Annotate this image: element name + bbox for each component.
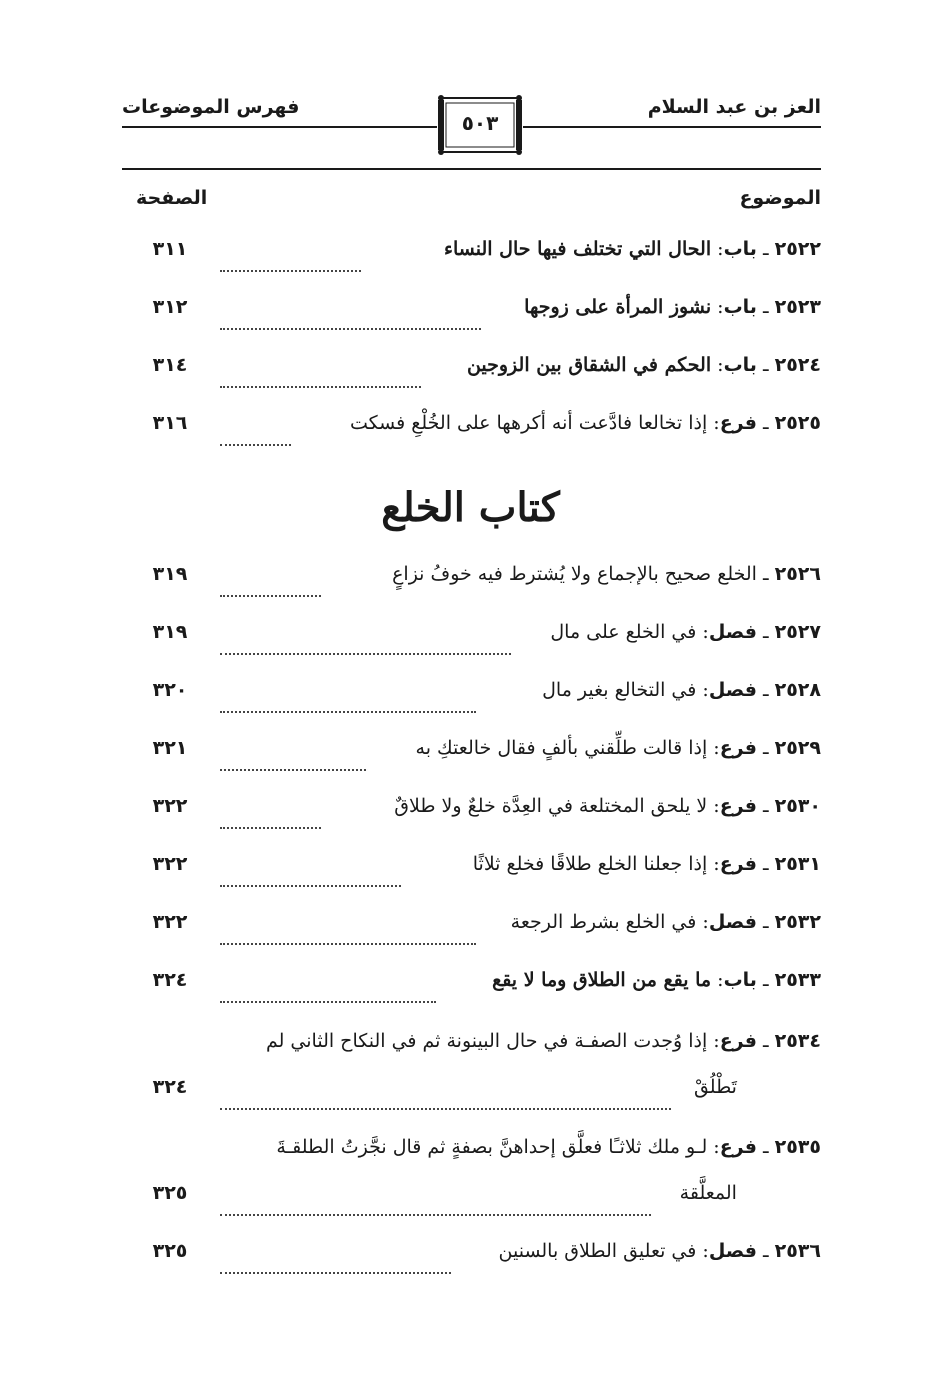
entry-kind: فرع [719, 737, 757, 759]
entry-number: ٢٥٢٦ [774, 563, 821, 585]
toc-entry-2534: ٢٥٣٤ ـ فرع: إذا وُجدت الصفـة في حال البينونة ثم في النكاح الثاني لم تَطْلُقْ ٣٢٤ [120, 1030, 821, 1110]
entry-title: الخلع صحيح بالإجماع ولا يُشترط فيه خوفُ نزاعٍ [392, 563, 757, 585]
entry-number: ٢٥٣٦ [774, 1240, 821, 1262]
toc-entry: ٢٥٣٢ ـ فصل: في الخلع بشرط الرجعة ٣٢٢ [120, 911, 821, 945]
entry-title: في الخلع على مال [550, 621, 697, 643]
toc-entry-2535: ٢٥٣٥ ـ فرع: لـو ملك ثلاثـًا فعلَّق إحداهنَّ بصفةٍ ثم قال نجَّزتُ الطلقـةَ المعلَّقة ٣٢٥ [120, 1136, 821, 1216]
running-head-author: العز بن عبد السلام [647, 96, 821, 118]
entry-page: ٣٢٤ [152, 1076, 188, 1098]
toc-entry: ٢٥٢٩ ـ فرع: إذا قالت طلِّقني بألفٍ فقال خالعتكِ به ٣٢١ [120, 737, 821, 771]
toc-entry: ٢٥٢٥ ـ فرع: إذا تخالعا فادَّعت أنه أكرهها على الخُلْعِ فسكت ٣١٦ [120, 412, 821, 446]
entry-title: الحال التي تختلف فيها حال النساء [444, 238, 712, 260]
entry-title-line1: إذا وُجدت الصفـة في حال البينونة ثم في النكاح الثاني لم [265, 1030, 708, 1052]
dot-leader [220, 643, 511, 655]
entry-number: ٢٥٢٤ [774, 354, 821, 376]
entry-kind: فرع [719, 1030, 757, 1052]
toc-entry: ٢٥٣٣ ـ باب: ما يقع من الطلاق وما لا يقع ٣٢٤ [120, 969, 821, 1003]
entry-page: ٣٢٠ [152, 679, 188, 701]
dot-leader [220, 817, 321, 829]
column-header-topic: الموضوع [739, 187, 821, 209]
entry-page: ٣٢١ [152, 737, 188, 759]
entry-kind: فرع [719, 1136, 757, 1158]
dot-leader [220, 585, 321, 597]
entry-kind: فصل [708, 1240, 757, 1262]
entry-number: ٢٥٢٩ [774, 737, 821, 759]
entry-number: ٢٥٣٣ [774, 969, 821, 991]
entry-page: ٣١٩ [152, 621, 188, 643]
entry-number: ٢٥٣٤ [774, 1030, 821, 1052]
entry-page: ٣٢٢ [152, 795, 188, 817]
page-number-frame [437, 94, 523, 156]
entry-title: في تعليق الطلاق بالسنين [498, 1240, 697, 1262]
toc-entry: ٢٥٣١ ـ فرع: إذا جعلنا الخلع طلاقًا فخلع ثلاثًا ٣٢٢ [120, 853, 821, 887]
dot-leader [220, 434, 291, 446]
toc-entry: ٢٥٢٢ ـ باب: الحال التي تختلف فيها حال النساء ٣١١ [120, 238, 821, 272]
entry-page: ٣١١ [152, 238, 188, 260]
entry-kind: فصل [708, 911, 757, 933]
entry-kind: فرع [719, 412, 757, 434]
entry-title: ما يقع من الطلاق وما لا يقع [492, 969, 712, 991]
column-header-page: الصفحة [136, 187, 208, 209]
dot-leader [220, 875, 401, 887]
entry-number: ٢٥٣٥ [774, 1136, 821, 1158]
dot-leader [220, 376, 421, 388]
entry-kind: باب [723, 969, 757, 991]
entry-number: ٢٥٣١ [774, 853, 821, 875]
entry-page: ٣٢٢ [152, 911, 188, 933]
entry-page: ٣٢٥ [152, 1240, 188, 1262]
entry-title: إذا تخالعا فادَّعت أنه أكرهها على الخُلْعِ فسكت [350, 412, 708, 434]
entry-title: إذا جعلنا الخلع طلاقًا فخلع ثلاثًا [472, 853, 708, 875]
toc-entry: ٢٥٣٠ ـ فرع: لا يلحق المختلعة في العِدَّة خلعٌ ولا طلاقٌ ٣٢٢ [120, 795, 821, 829]
dot-leader [220, 759, 366, 771]
entry-kind: فرع [719, 853, 757, 875]
toc-entry-2536: ٢٥٣٦ ـ فصل: في تعليق الطلاق بالسنين ٣٢٥ [120, 1240, 821, 1274]
toc-entry: ٢٥٢٤ ـ باب: الحكم في الشقاق بين الزوجين ٣١٤ [120, 354, 821, 388]
entry-title: في الخلع بشرط الرجعة [510, 911, 697, 933]
entry-kind: باب [723, 354, 757, 376]
entry-page: ٣١٢ [152, 296, 188, 318]
entry-number: ٢٥٢٥ [774, 412, 821, 434]
toc-entry: ٢٥٢٨ ـ فصل: في التخالع بغير مال ٣٢٠ [120, 679, 821, 713]
dot-leader [220, 260, 361, 272]
entry-kind: فرع [719, 795, 757, 817]
toc-entry: ٢٥٢٦ ـ الخلع صحيح بالإجماع ولا يُشترط فيه خوفُ نزاعٍ ٣١٩ [120, 563, 821, 597]
entry-number: ٢٥٢٨ [774, 679, 821, 701]
dot-leader [220, 318, 481, 330]
dot-leader [220, 933, 476, 945]
toc-entry: ٢٥٢٧ ـ فصل: في الخلع على مال ٣١٩ [120, 621, 821, 655]
entry-kind: فصل [708, 621, 757, 643]
header-rule-bottom [122, 168, 821, 170]
entry-title-line2: تَطْلُقْ [693, 1076, 737, 1098]
entry-number: ٢٥٣٠ [774, 795, 821, 817]
section-title: كتاب الخلع [381, 484, 560, 531]
toc-entry: ٢٥٢٣ ـ باب: نشوز المرأة على زوجها ٣١٢ [120, 296, 821, 330]
entry-page: ٣٢٥ [152, 1182, 188, 1204]
entry-title: الحكم في الشقاق بين الزوجين [466, 354, 712, 376]
entry-page: ٣١٤ [152, 354, 188, 376]
entry-title: إذا قالت طلِّقني بألفٍ فقال خالعتكِ به [415, 737, 708, 759]
entry-kind: فصل [708, 679, 757, 701]
entry-title: لا يلحق المختلعة في العِدَّة خلعٌ ولا طلاقٌ [394, 795, 708, 817]
entry-page: ٣١٩ [152, 563, 188, 585]
entry-title-line2: المعلَّقة [679, 1182, 737, 1204]
entry-title: نشوز المرأة على زوجها [524, 296, 712, 318]
entry-number: ٢٥٢٣ [774, 296, 821, 318]
dot-leader [220, 991, 436, 1003]
running-head-section: فهرس الموضوعات [122, 96, 300, 118]
entry-page: ٣٢٢ [152, 853, 188, 875]
entry-page: ٣١٦ [152, 412, 188, 434]
page-number: ٥٠٣ [461, 111, 499, 135]
entry-title-line1: لـو ملك ثلاثـًا فعلَّق إحداهنَّ بصفةٍ ثم قال نجَّزتُ الطلقـةَ [276, 1136, 708, 1158]
dot-leader [220, 701, 476, 713]
entry-page: ٣٢٤ [152, 969, 188, 991]
entry-kind: باب [723, 238, 757, 260]
entry-kind: باب [723, 296, 757, 318]
entry-number: ٢٥٢٧ [774, 621, 821, 643]
entry-number: ٢٥٢٢ [774, 238, 821, 260]
entry-number: ٢٥٣٢ [774, 911, 821, 933]
entry-title: في التخالع بغير مال [542, 679, 697, 701]
